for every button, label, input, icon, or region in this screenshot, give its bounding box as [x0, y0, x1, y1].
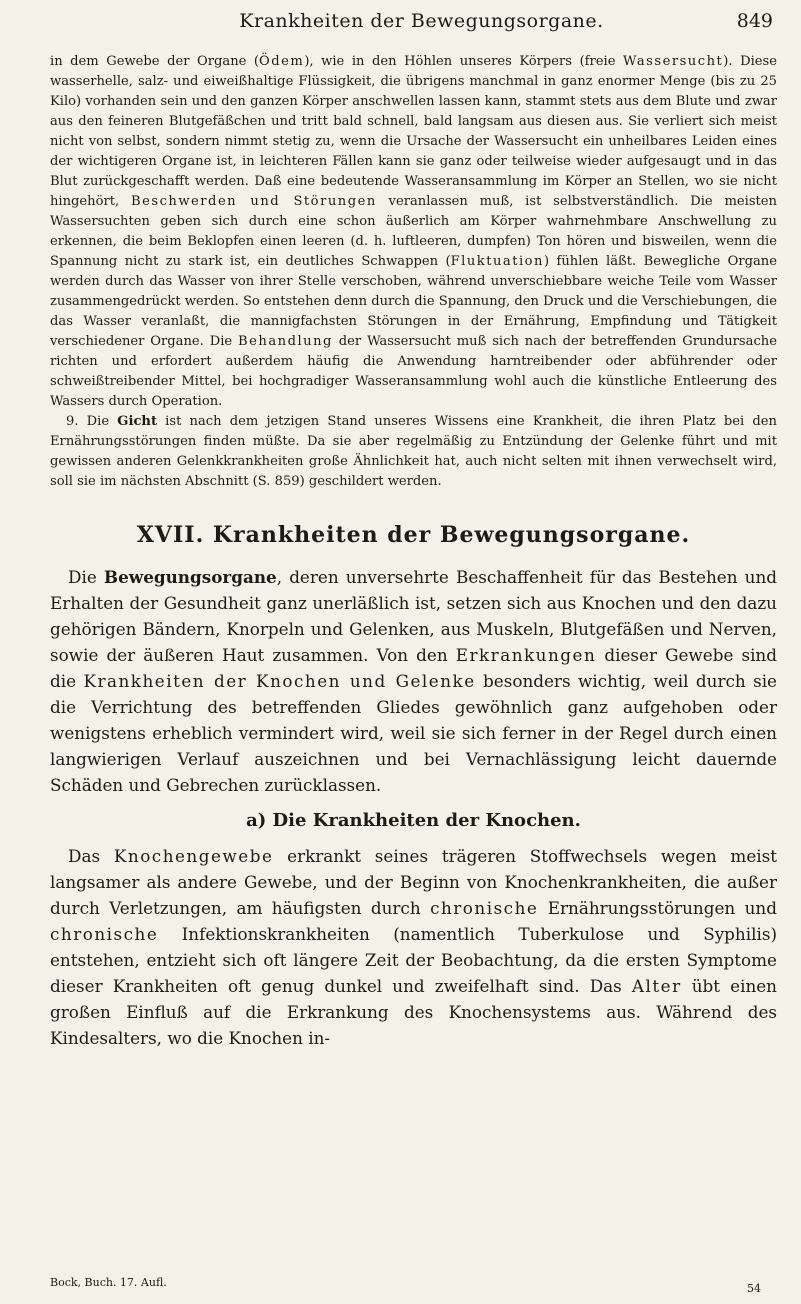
paragraph-knochen	[50, 843, 777, 1051]
body-text	[50, 52, 777, 1051]
term-krankheiten-knochen-gelenke: Krankheiten der Knochen und Gelenke	[83, 671, 476, 691]
term-alter: Alter	[631, 976, 682, 996]
text-run: übt einen großen Einfluß auf die Erkrankung des Knochensystems aus. Während des Kindesalters, wo die Knochen in-	[50, 976, 777, 1048]
term-oedem: Ödem	[259, 54, 305, 69]
imprint: Bock, Buch. 17. Aufl.	[50, 1276, 167, 1289]
text-run: ist nach dem jetzigen Stand unseres Wissens eine Krankheit, die ihren Platz bei den Ernährungsstörungen finden müßte. Da sie aber regelmäßig zu Entzündung der Gelenke führt und mit gewissen anderen Gelenkkrankheiten große Ähnlichkeit hat, auch nicht selten mit ihnen verwechselt wird, soll sie im nächsten Abschnitt (S. 859) geschildert werden.	[50, 414, 777, 489]
term-wassersucht: Wassersucht	[623, 54, 724, 69]
section-heading: XVII. Krankheiten der Bewegungsorgane.	[136, 522, 691, 548]
signature-mark: 54	[747, 1282, 761, 1295]
text-run: 9. Die	[66, 414, 118, 429]
term-behandlung: Behandlung	[238, 334, 333, 349]
paragraph-gicht	[50, 412, 777, 492]
page-number: 849	[736, 10, 773, 32]
running-title: Krankheiten der Bewegungsorgane.	[239, 10, 604, 32]
page-header	[70, 10, 773, 42]
text-run: , deren unversehrte Beschaffenheit für das Bestehen und Erhalten der Gesundheit ganz unerläßlich ist, setzen sich aus Knochen und den dazu gehörigen Bändern, Knorpeln und Gelenken, aus Muskeln, Blutgefäßen und Nerven, sowie der äußeren Haut zusammen. Von den	[50, 567, 777, 665]
term-chronische: chronische	[430, 898, 539, 918]
paragraph-bewegungsorgane	[50, 564, 777, 798]
text-run: ). Diese wasserhelle, salz- und eiweißhaltige Flüssigkeit, die übrigens manchmal in ganz enormer Menge (bis zu 25 Kilo) vorhanden sein und den ganzen Körper anschwellen lassen kann, stammt stets aus dem Blute und zwar aus den feineren Blutgefäßchen und tritt bald schnell, bald langsam aus diesen aus. Sie verliert sich meist nicht von selbst, sondern nimmt stetig zu, wenn die Ursache der Wassersucht ein unheilbares Leiden eines der wichtigeren Organe ist, in leichteren Fällen kann sie ganz oder teilweise wieder aufgesaugt und in das Blut zurückgeschafft werden. Daß eine bedeutende Wasseransammlung im Körper an Stellen, wo sie nicht hingehört,	[50, 54, 777, 209]
subsection-heading: a) Die Krankheiten der Knochen.	[246, 810, 581, 831]
page-footer	[50, 1276, 777, 1296]
text-run: erkrankt seines trägeren Stoffwechsels wegen meist langsamer als andere Gewebe, und der Beginn von Knochenkrankheiten, die außer durch Verletzungen, am häufigsten durch	[50, 846, 777, 918]
text-run: Ernährungsstörungen und	[538, 898, 777, 918]
paragraph-wassersucht	[50, 52, 777, 412]
text-run: Die	[68, 567, 104, 587]
term-fluktuation: Fluktuation	[450, 254, 544, 269]
text-run: ), wie in den Höhlen unseres Körpers (freie	[304, 54, 624, 69]
text-run: der Wassersucht muß sich nach der betreffenden Grundursache richten und erfordert außerdem häufig die Anwendung harntreibender oder abführender oder schweißtreibender Mittel, bei hochgradiger Wasseransammlung wohl auch die künstliche Entleerung des Wassers durch Operation.	[50, 334, 777, 409]
text-run: ) fühlen läßt. Bewegliche Organe werden durch das Wasser von ihrer Stelle verschoben, während unverschiebbare weiche Teile vom Wasser zusammengedrückt werden. So entstehen denn durch die Spannung, den Druck und die Verschiebungen, die das Wasser veranlaßt, die mannigfachsten Störungen in der Ernährung, Empfindung und Tätigkeit verschiedener Organe. Die	[50, 254, 777, 349]
term-knochengewebe: Knochengewebe	[113, 846, 274, 866]
term-erkrankungen: Erkrankungen	[455, 645, 597, 665]
text-run: veranlassen muß, ist selbstverständlich. Die meisten Wassersuchten geben sich durch eine schon äußerlich am Körper wahrnehmbare Anschwellung zu erkennen, die beim Beklopfen einen leeren (d. h. luftleeren, dumpfen) Ton hören und bisweilen, wenn die Spannung nicht zu stark ist, ein deutliches Schwappen (	[50, 194, 777, 269]
text-run: Infektionskrankheiten (namentlich Tuberkulose und Syphilis) entstehen, entzieht sich oft längere Zeit der Beobachtung, da die ersten Symptome dieser Krankheiten oft genug dunkel und zweifelhaft sind. Das	[50, 924, 777, 996]
text-run: besonders wichtig, weil durch sie die Verrichtung des betreffenden Gliedes gewöhnlich ganz aufgehoben oder wenigstens erheblich vermindert wird, weil sie sich ferner in der Regel durch einen langwierigen Verlauf auszeichnen und bei Vernachlässigung leicht dauernde Schäden und Gebrechen zurücklassen.	[50, 671, 777, 795]
term-bewegungsorgane: Bewegungsorgane	[103, 567, 277, 587]
text-run: Das	[68, 846, 114, 866]
term-chronische: chronische	[50, 924, 159, 944]
term-beschwerden: Beschwerden und Störungen	[130, 194, 377, 209]
text-run: in dem Gewebe der Organe (	[50, 54, 260, 69]
text-run: dieser Gewebe sind die	[50, 645, 777, 691]
term-gicht: Gicht	[117, 414, 157, 429]
